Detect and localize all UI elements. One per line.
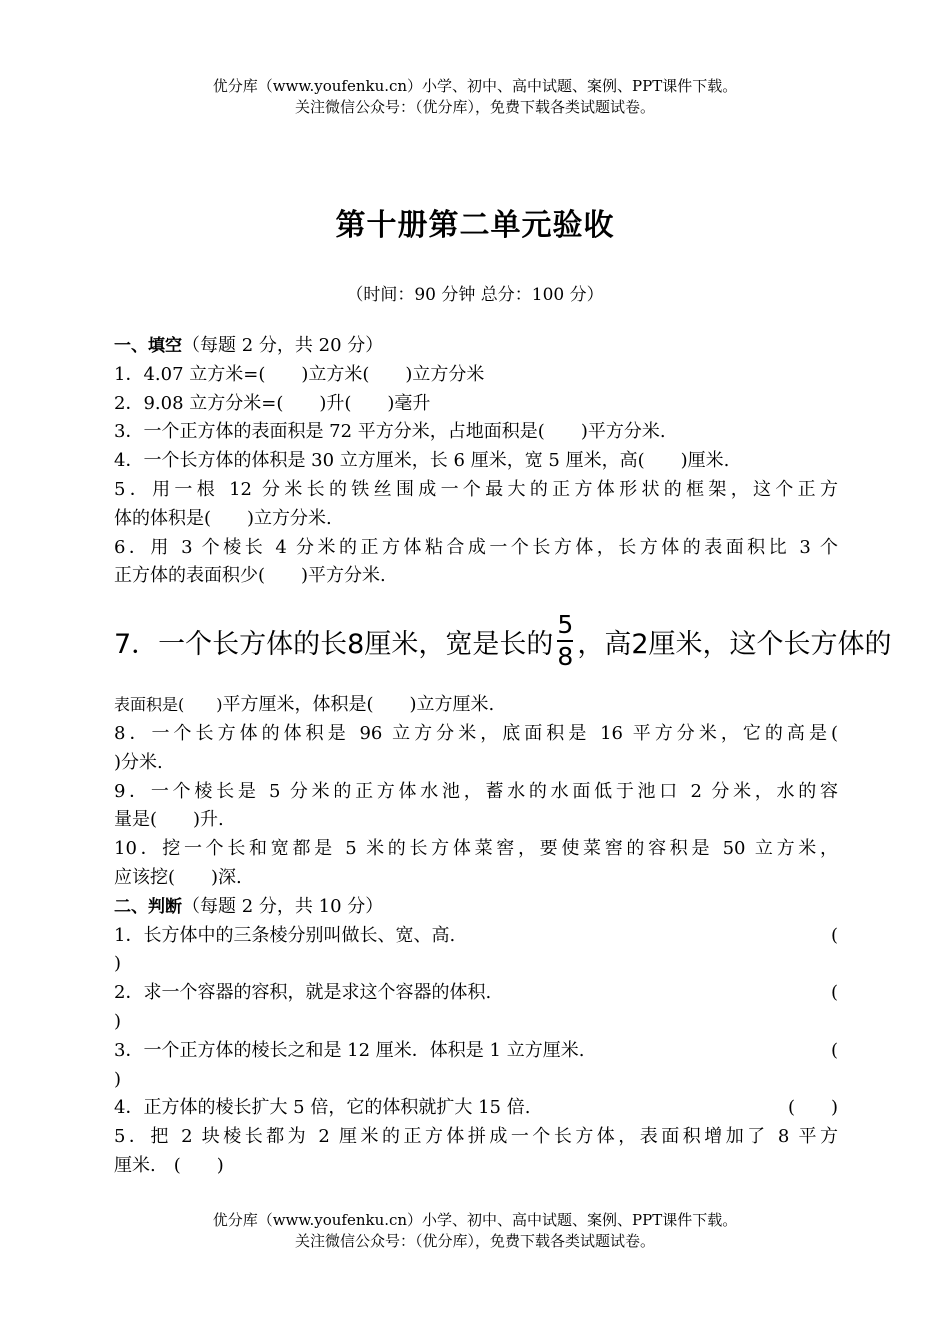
judge-4-text: 4．正方体的棱长扩大 5 倍，它的体积就扩大 15 倍.	[114, 1097, 531, 1119]
question-6-line-1: 6．用 3 个棱长 4 分米的正方体粘合成一个长方体，长方体的表面积比 3 个	[114, 536, 838, 558]
footer-line-1: 优分库（www.youfenku.cn）小学、初中、高中试题、案例、PPT课件下载。	[212, 1211, 738, 1229]
fraction-denominator: 8	[557, 642, 574, 672]
judge-1-close-paren: )	[114, 953, 122, 975]
header-line-1: 优分库（www.youfenku.cn）小学、初中、高中试题、案例、PPT课件下载。	[212, 77, 738, 95]
judge-3-line-1	[114, 1037, 838, 1066]
question-8-line-2: )分米.	[114, 751, 163, 773]
question-9-line-1: 9．一个棱长是 5 分米的正方体水池，蓄水的水面低于池口 2 分米，水的容	[114, 780, 838, 802]
judge-4-paren: ( )	[787, 1097, 838, 1119]
judge-1-open-paren: (	[830, 924, 838, 946]
judge-3-close-paren: )	[114, 1068, 122, 1090]
judge-5-line-1: 5．把 2 块棱长都为 2 厘米的正方体拼成一个长方体，表面积增加了 8 平方	[114, 1126, 838, 1148]
judge-2-open-paren: (	[830, 982, 838, 1004]
judge-2-line-1	[114, 979, 838, 1008]
judge-1-text: 1．长方体中的三条棱分别叫做长、宽、高.	[114, 924, 456, 946]
question-5-line-1: 5．用一根 12 分米长的铁丝围成一个最大的正方体形状的框架，这个正方	[114, 478, 838, 500]
section-1-heading	[114, 332, 838, 361]
page-footer	[0, 1210, 950, 1252]
question-7-line-2	[114, 691, 838, 720]
question-7-tail-b: 平方厘米，体积是( )立方厘米.	[222, 694, 495, 716]
question-7-start: 7．一个长方体的长8厘米，宽是长的	[114, 628, 554, 660]
fraction-five-eighths	[557, 610, 573, 672]
section-2-title: 二、判断	[114, 896, 182, 917]
judge-4-line	[114, 1094, 838, 1123]
question-10-line-2: 应该挖( )深.	[114, 866, 242, 888]
section-1-note: （每题 2 分，共 20 分）	[182, 335, 384, 356]
question-10-line-1: 10．挖一个长和宽都是 5 米的长方体菜窖，要使菜窖的容积是 50 立方米，	[114, 838, 838, 860]
header-line-2: 关注微信公众号：（优分库），免费下载各类试题试卷。	[294, 98, 655, 116]
question-7-end: ，高2厘米，这个长方体的	[577, 628, 892, 660]
section-1-title: 一、填空	[114, 336, 182, 356]
judge-3-text: 3．一个正方体的棱长之和是 12 厘米．体积是 1 立方厘米.	[114, 1039, 585, 1061]
question-7-image-line	[114, 591, 892, 691]
question-5-line-2: 体的体积是( )立方分米.	[114, 507, 332, 529]
section-2-heading	[114, 893, 838, 922]
judge-3-open-paren: (	[830, 1039, 838, 1061]
question-8-line-1: 8．一个长方体的体积是 96 立方分米，底面积是 16 平方分米，它的高是(	[114, 722, 838, 744]
judge-2-close-paren: )	[114, 1010, 122, 1032]
question-3: 3．一个正方体的表面积是 72 平方分米，占地面积是( )平方分米.	[114, 421, 666, 443]
section-2-note: （每题 2 分，共 10 分）	[182, 895, 384, 917]
judge-1-line-1	[114, 922, 838, 951]
fraction-numerator: 5	[557, 610, 574, 640]
question-4: 4．一个长方体的体积是 30 立方厘米，长 6 厘米，宽 5 厘米，高( )厘米.	[114, 450, 730, 472]
page-title: 第十册第二单元验收	[335, 208, 615, 243]
footer-line-2: 关注微信公众号：（优分库），免费下载各类试题试卷。	[294, 1232, 655, 1250]
question-6-line-2: 正方体的表面积少( )平方分米.	[114, 565, 386, 587]
question-2: 2．9.08 立方分米=( )升( )毫升	[114, 392, 431, 414]
question-7-tail-a: 表面积是( )	[114, 695, 223, 715]
question-9-line-2: 量是( )升.	[114, 809, 224, 831]
judge-2-text: 2．求一个容器的容积，就是求这个容器的体积.	[114, 982, 492, 1004]
judge-5-line-2: 厘米. ( )	[114, 1154, 224, 1176]
exam-info: （时间：90 分钟 总分：100 分）	[346, 285, 604, 305]
question-1: 1．4.07 立方米=( )立方米( )立方分米	[114, 363, 485, 385]
exam-content	[114, 332, 892, 1181]
page-header	[0, 76, 950, 118]
